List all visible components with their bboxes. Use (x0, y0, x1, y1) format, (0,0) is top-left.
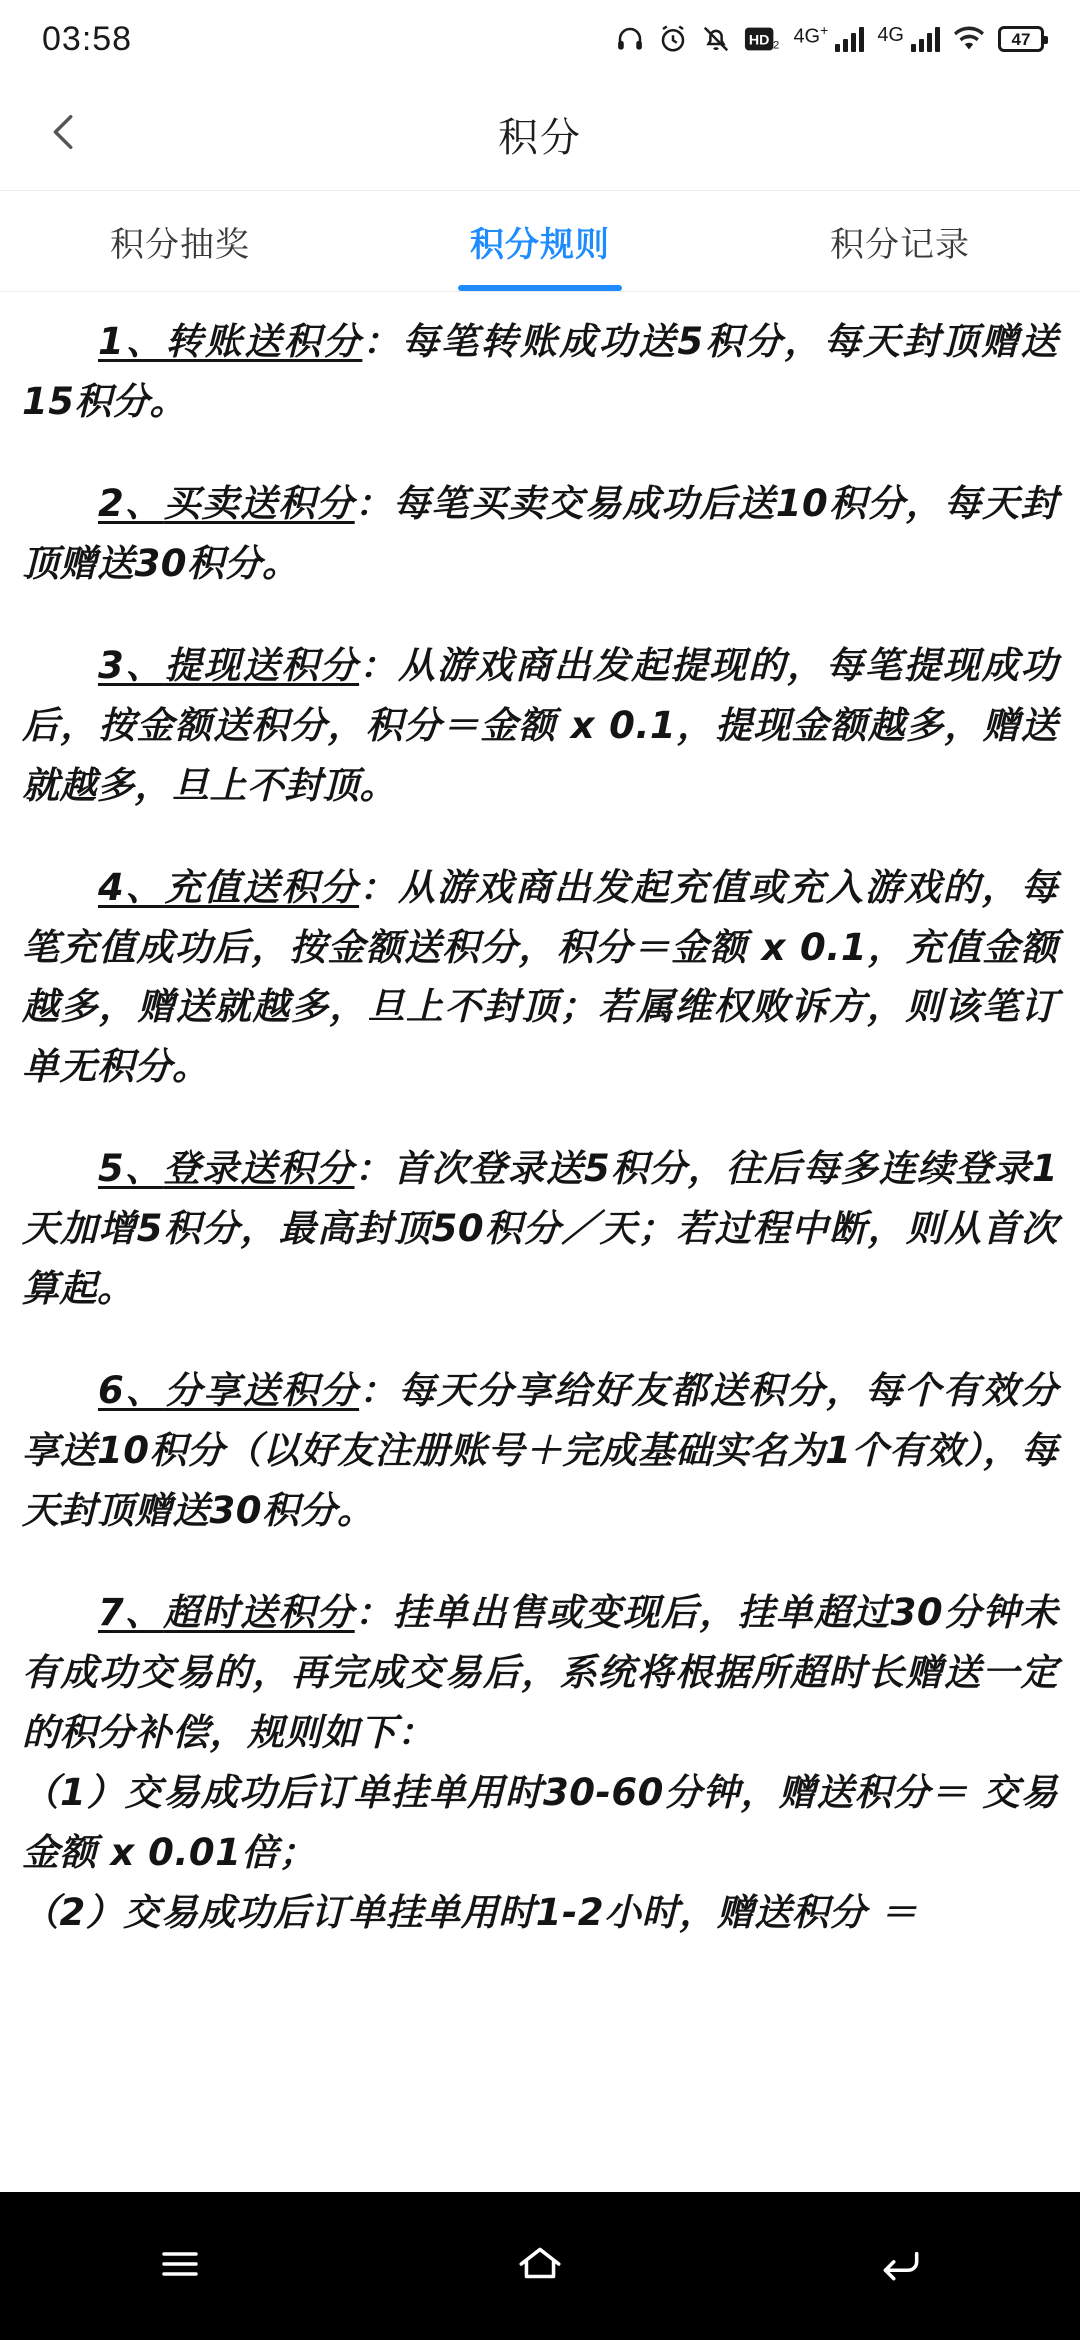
svg-text:2: 2 (773, 39, 780, 52)
rule-item (22, 474, 1058, 594)
mute-bell-icon (701, 24, 731, 54)
network-4g-plus-label: 4G+ (793, 22, 829, 48)
chevron-left-icon (42, 109, 88, 160)
title-bar (0, 78, 1080, 191)
rule-sub-item: （2）交易成功后订单挂单用时1-2小时，赠送积分 ＝ (22, 1890, 918, 1934)
rules-content[interactable] (0, 290, 1080, 2150)
rule-item (22, 858, 1058, 1098)
status-bar (0, 0, 1080, 78)
hd-icon (744, 26, 780, 52)
rule-heading: 买卖送积分 (163, 481, 355, 525)
rule-heading: 充值送积分 (164, 865, 360, 909)
rule-body: ：每天分享给好友都送积分，每个有效分享送10积分（以好友注册账号＋完成基础实名为1个有效），每天封顶赠送30积分。 (22, 1369, 1058, 1532)
rule-index: 7、 (98, 1590, 164, 1634)
rule-index: 3、 (98, 643, 165, 687)
back-button[interactable] (30, 99, 100, 169)
rule-body: ：从游戏商出发起提现的，每笔提现成功后，按金额送积分，积分＝金额 x 0.1，提现金额越多，赠送就越多，旦上不封顶。 (22, 643, 1058, 807)
back-arrow-icon (875, 2239, 925, 2294)
page-title: 积分 (498, 115, 582, 160)
rule-sub-item: （1）交易成功后订单挂单用时30-60分钟，赠送积分＝ 交易金额 x 0.01倍； (22, 1770, 1058, 1874)
rule-body: ：每笔买卖交易成功后送10积分，每天封顶赠送30积分。 (22, 481, 1058, 585)
rule-item (22, 1139, 1058, 1319)
rule-item (22, 1361, 1058, 1541)
tab-records[interactable]: 积分记录 (830, 225, 970, 264)
rule-heading: 转账送积分 (165, 320, 363, 363)
back-button[interactable] (840, 2216, 960, 2316)
system-navigation-bar (0, 2192, 1080, 2340)
headphone-icon (615, 24, 645, 54)
rule-heading: 分享送积分 (164, 1369, 360, 1413)
rule-body: ：首次登录送5积分，往后每多连续登录1天加增5积分，最高封顶50积分／天；若过程中断，则从首次算起。 (22, 1147, 1058, 1311)
menu-icon (156, 2240, 204, 2293)
rule-body: ：从游戏商出发起充值或充入游戏的，每笔充值成功后，按金额送积分，积分＝金额 x 0.1，充值金额越多，赠送就越多，旦上不封顶；若属维权败诉方，则该笔订单无积分。 (22, 865, 1058, 1089)
rule-index: 6、 (98, 1369, 165, 1413)
alarm-icon (658, 24, 688, 54)
tab-bar (0, 191, 1080, 292)
signal-bars-secondary-icon (911, 26, 940, 52)
status-time: 03:58 (42, 19, 133, 58)
tab-rules[interactable]: 积分规则 (360, 191, 720, 291)
battery-level: 47 (1011, 29, 1031, 49)
rule-item (22, 636, 1058, 816)
rule-item (22, 1583, 1058, 1943)
rule-index: 1、 (98, 320, 166, 363)
battery-icon (998, 26, 1044, 52)
wifi-icon (953, 26, 985, 52)
recents-button[interactable] (120, 2216, 240, 2316)
tab-lottery[interactable]: 积分抽奖 (110, 225, 250, 264)
rule-heading: 登录送积分 (163, 1147, 355, 1191)
status-icons (615, 24, 1044, 54)
signal-bars-primary-icon (835, 26, 864, 52)
rule-index: 4、 (98, 865, 165, 909)
rule-heading: 提现送积分 (164, 643, 360, 687)
network-4g-label: 4G (877, 24, 904, 46)
rule-index: 5、 (98, 1147, 164, 1191)
rule-heading: 超时送积分 (163, 1590, 355, 1634)
svg-text:HD: HD (749, 32, 770, 49)
rule-item (22, 312, 1058, 432)
rule-body: ：每笔转账成功送5积分，每天封顶赠送15积分。 (22, 320, 1058, 423)
home-icon (515, 2239, 565, 2294)
home-button[interactable] (480, 2216, 600, 2316)
rule-body: ：挂单出售或变现后，挂单超过30分钟未有成功交易的，再完成交易后，系统将根据所超时长赠送一定的积分补偿，规则如下： (22, 1590, 1058, 1754)
rule-index: 2、 (98, 481, 164, 525)
